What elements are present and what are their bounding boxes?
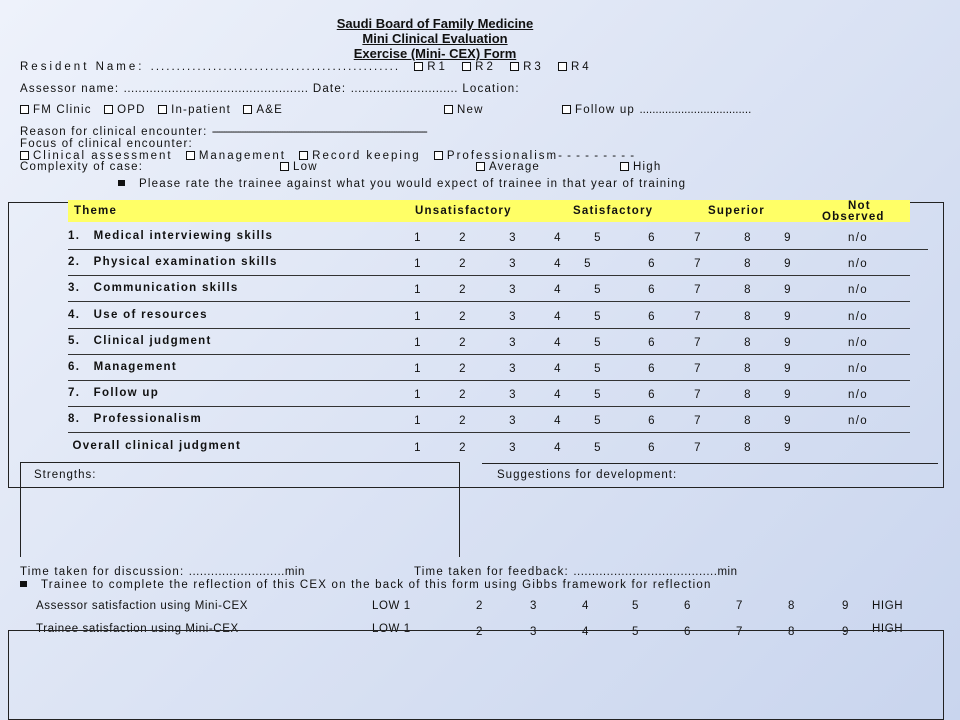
score-option-9[interactable]: 9 bbox=[784, 415, 792, 428]
resident-name-label: Resident Name: bbox=[20, 61, 145, 73]
score-option-6[interactable]: 6 bbox=[648, 258, 656, 271]
score-option-8[interactable]: 8 bbox=[744, 363, 752, 375]
reflection-instruction bbox=[20, 579, 712, 591]
score-option-7[interactable]: 7 bbox=[694, 284, 702, 297]
score-option-4[interactable]: 4 bbox=[554, 232, 562, 244]
satisfaction-low[interactable]: LOW 1 bbox=[372, 600, 411, 612]
satisfaction-score-7[interactable]: 7 bbox=[736, 626, 743, 638]
score-option-4[interactable]: 4 bbox=[554, 389, 562, 402]
level-r1-label: R1 bbox=[427, 61, 448, 73]
satisfaction-low[interactable]: LOW 1 bbox=[372, 623, 411, 635]
score-option-3[interactable]: 3 bbox=[509, 441, 517, 454]
satisfaction-score-4[interactable]: 4 bbox=[582, 626, 589, 638]
resident-name-row bbox=[20, 61, 592, 73]
header-satisfactory: Satisfactory bbox=[573, 205, 654, 217]
time-feedback-label: Time taken for feedback: bbox=[414, 566, 569, 578]
date-label: Date: bbox=[312, 83, 347, 95]
complexity-low-checkbox[interactable] bbox=[280, 162, 289, 171]
management-label: Management bbox=[198, 150, 286, 162]
clinical-assessment-checkbox[interactable] bbox=[20, 151, 29, 160]
management-checkbox[interactable] bbox=[186, 151, 195, 160]
score-option-2[interactable]: 2 bbox=[459, 363, 467, 375]
score-option-7[interactable]: 7 bbox=[694, 441, 702, 454]
score-option-8[interactable]: 8 bbox=[744, 441, 752, 454]
satisfaction-score-7[interactable]: 7 bbox=[736, 600, 743, 612]
score-option-8[interactable]: 8 bbox=[744, 415, 752, 428]
focus-label: Focus of clinical encounter: bbox=[20, 138, 193, 150]
score-option-8[interactable]: 8 bbox=[744, 284, 752, 297]
satisfaction-high[interactable]: HIGH bbox=[872, 600, 904, 612]
score-option-1[interactable]: 1 bbox=[414, 258, 422, 271]
score-option-5[interactable]: 5 bbox=[594, 441, 602, 454]
reason-row bbox=[20, 126, 426, 138]
rating-instruction-text: Please rate the trainee against what you would expect of trainee in that year of training bbox=[139, 178, 687, 190]
reflection-box[interactable] bbox=[8, 630, 944, 720]
time-feedback-row bbox=[414, 566, 737, 578]
level-r3-label: R3 bbox=[523, 61, 544, 73]
score-option-2[interactable]: 2 bbox=[459, 258, 467, 271]
score-option-3[interactable]: 3 bbox=[509, 363, 517, 375]
opd-checkbox[interactable] bbox=[104, 105, 113, 114]
header-unsatisfactory: Unsatisfactory bbox=[415, 205, 512, 217]
location-label: Location: bbox=[462, 83, 520, 95]
row-theme: Overall clinical judgment bbox=[68, 439, 242, 452]
score-option-9[interactable]: 9 bbox=[784, 363, 792, 375]
level-r2-label: R2 bbox=[475, 61, 496, 73]
score-option-7[interactable]: 7 bbox=[694, 336, 702, 349]
assessor-name-field[interactable]: .................................................. bbox=[123, 83, 309, 95]
complexity-low-label: Low bbox=[293, 161, 318, 173]
score-option-3[interactable]: 3 bbox=[509, 415, 517, 428]
score-option-2[interactable]: 2 bbox=[459, 441, 467, 454]
professionalism-checkbox[interactable] bbox=[434, 151, 443, 160]
table-row bbox=[68, 381, 910, 407]
score-option-9[interactable]: 9 bbox=[784, 232, 792, 244]
opd-label: OPD bbox=[117, 104, 146, 116]
complexity-low-group bbox=[272, 161, 318, 173]
fm-clinic-checkbox[interactable] bbox=[20, 105, 29, 114]
header-superior: Superior bbox=[708, 205, 765, 217]
visit-followup-group bbox=[554, 104, 751, 116]
score-option-5[interactable]: 5 bbox=[594, 363, 602, 375]
score-option-5[interactable]: 5 bbox=[594, 310, 602, 323]
satisfaction-score-8[interactable]: 8 bbox=[788, 626, 795, 638]
table-row bbox=[68, 224, 910, 250]
time-discussion-label: Time taken for discussion: bbox=[20, 566, 185, 578]
professionalism-label: Professionalism bbox=[446, 150, 559, 162]
complexity-average-group bbox=[468, 161, 540, 173]
table-row bbox=[68, 355, 910, 381]
not-observed-option[interactable]: n/o bbox=[848, 415, 868, 428]
suggestions-divider bbox=[482, 463, 938, 464]
suggestions-label: Suggestions for development: bbox=[497, 469, 678, 481]
assessor-row bbox=[20, 83, 520, 95]
score-option-9[interactable]: 9 bbox=[784, 258, 792, 271]
score-option-2[interactable]: 2 bbox=[459, 310, 467, 323]
new-visit-label: New bbox=[457, 104, 484, 116]
score-option-6[interactable]: 6 bbox=[648, 310, 656, 323]
complexity-average-checkbox[interactable] bbox=[476, 162, 485, 171]
in-patient-label: In-patient bbox=[171, 104, 232, 116]
not-observed-option[interactable]: n/o bbox=[848, 310, 868, 323]
score-option-4[interactable]: 4 bbox=[554, 310, 562, 323]
assessor-name-label: Assessor name: bbox=[20, 83, 120, 95]
score-option-2[interactable]: 2 bbox=[459, 284, 467, 297]
score-option-5[interactable]: 5 bbox=[594, 284, 602, 297]
score-option-8[interactable]: 8 bbox=[744, 336, 752, 349]
score-option-9[interactable]: 9 bbox=[784, 441, 792, 454]
score-option-1[interactable]: 1 bbox=[414, 389, 422, 402]
reason-field[interactable]: -------------------------------------------------------------------------------------------- bbox=[211, 126, 427, 138]
satisfaction-score-2[interactable]: 2 bbox=[476, 600, 483, 612]
follow-up-visit-checkbox[interactable] bbox=[562, 105, 571, 114]
score-option-9[interactable]: 9 bbox=[784, 389, 792, 402]
score-option-2[interactable]: 2 bbox=[459, 336, 467, 349]
bullet-icon bbox=[118, 180, 125, 186]
time-feedback-field[interactable]: .......................................min bbox=[573, 566, 738, 578]
not-observed-option[interactable]: n/o bbox=[848, 336, 868, 349]
row-theme: 2. Physical examination skills bbox=[68, 256, 278, 269]
score-option-8[interactable]: 8 bbox=[744, 258, 752, 271]
score-option-1[interactable]: 1 bbox=[414, 441, 422, 454]
score-option-2[interactable]: 2 bbox=[459, 232, 467, 244]
resident-name-field[interactable]: ................................................ bbox=[150, 61, 401, 73]
header-not: Not bbox=[848, 200, 871, 212]
not-observed-option[interactable]: n/o bbox=[848, 284, 868, 297]
score-option-6[interactable]: 6 bbox=[648, 284, 656, 297]
level-r2-checkbox[interactable] bbox=[462, 62, 471, 71]
table-row bbox=[68, 250, 910, 276]
satisfaction-score-5[interactable]: 5 bbox=[632, 600, 639, 612]
satisfaction-score-6[interactable]: 6 bbox=[684, 626, 691, 638]
complexity-high-label: High bbox=[633, 161, 662, 173]
time-discussion-field[interactable]: ..........................min bbox=[188, 566, 305, 578]
score-option-3[interactable]: 3 bbox=[509, 310, 517, 323]
fm-clinic-label: FM Clinic bbox=[33, 104, 92, 116]
strengths-label: Strengths: bbox=[34, 469, 97, 481]
score-option-7[interactable]: 7 bbox=[694, 310, 702, 323]
score-option-1[interactable]: 1 bbox=[414, 415, 422, 428]
score-option-4[interactable]: 4 bbox=[554, 363, 562, 375]
satisfaction-score-2[interactable]: 2 bbox=[476, 626, 483, 638]
score-option-1[interactable]: 1 bbox=[414, 284, 422, 297]
score-option-9[interactable]: 9 bbox=[784, 336, 792, 349]
score-option-8[interactable]: 8 bbox=[744, 310, 752, 323]
row-theme: 7. Follow up bbox=[68, 387, 160, 400]
score-option-5[interactable]: 5 bbox=[584, 258, 592, 271]
score-option-6[interactable]: 6 bbox=[648, 415, 656, 428]
score-option-1[interactable]: 1 bbox=[414, 363, 422, 375]
score-option-9[interactable]: 9 bbox=[784, 284, 792, 297]
record-keeping-label: Record keeping bbox=[312, 150, 421, 162]
score-option-1[interactable]: 1 bbox=[414, 232, 422, 244]
satisfaction-score-8[interactable]: 8 bbox=[788, 600, 795, 612]
score-option-4[interactable]: 4 bbox=[554, 415, 562, 428]
in-patient-checkbox[interactable] bbox=[158, 105, 167, 114]
score-option-4[interactable]: 4 bbox=[554, 441, 562, 454]
record-keeping-checkbox[interactable] bbox=[299, 151, 308, 160]
date-field[interactable]: ............................. bbox=[350, 83, 458, 95]
header-observed: Observed bbox=[822, 211, 885, 223]
focus-dash-line: - - - - - - - - - bbox=[558, 150, 636, 162]
satisfaction-score-6[interactable]: 6 bbox=[684, 600, 691, 612]
row-theme: 8. Professionalism bbox=[68, 413, 203, 426]
row-theme: 4. Use of resources bbox=[68, 308, 208, 321]
score-option-6[interactable]: 6 bbox=[648, 441, 656, 454]
header-theme: Theme bbox=[74, 205, 118, 217]
complexity-high-checkbox[interactable] bbox=[620, 162, 629, 171]
table-row bbox=[68, 276, 910, 302]
satisfaction-score-4[interactable]: 4 bbox=[582, 600, 589, 612]
satisfaction-score-3[interactable]: 3 bbox=[530, 600, 537, 612]
score-option-1[interactable]: 1 bbox=[414, 310, 422, 323]
satisfaction-score-5[interactable]: 5 bbox=[632, 626, 639, 638]
table-row bbox=[68, 303, 910, 329]
follow-up-field[interactable]: ................................... bbox=[639, 104, 752, 116]
follow-up-visit-label: Follow up bbox=[575, 104, 636, 116]
satisfaction-high[interactable]: HIGH bbox=[872, 623, 904, 635]
score-option-2[interactable]: 2 bbox=[459, 389, 467, 402]
not-observed-option[interactable]: n/o bbox=[848, 232, 868, 244]
score-option-6[interactable]: 6 bbox=[648, 232, 656, 244]
setting-row bbox=[20, 104, 283, 116]
score-option-1[interactable]: 1 bbox=[414, 336, 422, 349]
bullet-icon bbox=[20, 581, 27, 587]
score-option-4[interactable]: 4 bbox=[554, 284, 562, 297]
new-visit-checkbox[interactable] bbox=[444, 105, 453, 114]
score-option-3[interactable]: 3 bbox=[509, 258, 517, 271]
score-option-5[interactable]: 5 bbox=[594, 232, 602, 244]
score-option-5[interactable]: 5 bbox=[594, 336, 602, 349]
satisfaction-score-9[interactable]: 9 bbox=[842, 626, 849, 638]
score-option-7[interactable]: 7 bbox=[694, 232, 702, 244]
score-option-4[interactable]: 4 bbox=[554, 336, 562, 349]
ae-label: A&E bbox=[256, 104, 284, 116]
table-row bbox=[68, 407, 910, 433]
score-option-4[interactable]: 4 bbox=[554, 258, 562, 271]
form-title-line-1: Saudi Board of Family Medicine bbox=[336, 16, 534, 31]
complexity-average-label: Average bbox=[489, 161, 541, 173]
score-option-9[interactable]: 9 bbox=[784, 310, 792, 323]
score-option-6[interactable]: 6 bbox=[648, 363, 656, 375]
score-option-7[interactable]: 7 bbox=[694, 363, 702, 375]
table-row bbox=[68, 329, 910, 355]
score-option-8[interactable]: 8 bbox=[744, 389, 752, 402]
clinical-assessment-label: Clinical assessment bbox=[33, 150, 173, 162]
reflection-instruction-text: Trainee to complete the reflection of this CEX on the back of this form using Gibbs framework for reflection bbox=[41, 579, 712, 591]
score-option-3[interactable]: 3 bbox=[509, 389, 517, 402]
level-r1-checkbox[interactable] bbox=[414, 62, 423, 71]
rating-table-header bbox=[68, 200, 910, 222]
not-observed-option[interactable]: n/o bbox=[848, 389, 868, 402]
form-title-line-2: Mini Clinical Evaluation bbox=[362, 31, 508, 46]
satisfaction-label: Assessor satisfaction using Mini-CEX bbox=[36, 600, 249, 612]
score-option-7[interactable]: 7 bbox=[694, 415, 702, 428]
score-option-3[interactable]: 3 bbox=[509, 284, 517, 297]
level-r4-label: R4 bbox=[570, 61, 592, 73]
row-theme: 3. Communication skills bbox=[68, 282, 239, 295]
score-option-2[interactable]: 2 bbox=[459, 415, 467, 428]
row-theme: 5. Clinical judgment bbox=[68, 334, 212, 347]
table-row bbox=[68, 434, 910, 460]
time-discussion-row bbox=[20, 566, 305, 578]
form-title-line-3: Exercise (Mini- CEX) Form bbox=[353, 46, 517, 61]
visit-new-group bbox=[436, 104, 484, 116]
score-option-8[interactable]: 8 bbox=[744, 232, 752, 244]
rating-instruction bbox=[118, 178, 686, 190]
complexity-high-group bbox=[612, 161, 661, 173]
satisfaction-score-9[interactable]: 9 bbox=[842, 600, 849, 612]
score-option-5[interactable]: 5 bbox=[594, 389, 602, 402]
not-observed-option[interactable]: n/o bbox=[848, 363, 868, 375]
row-theme: 6. Management bbox=[68, 361, 177, 373]
score-option-5[interactable]: 5 bbox=[594, 415, 602, 428]
level-r4-checkbox[interactable] bbox=[558, 62, 567, 71]
not-observed-option[interactable]: n/o bbox=[848, 258, 868, 271]
level-r3-checkbox[interactable] bbox=[510, 62, 519, 71]
ae-checkbox[interactable] bbox=[243, 105, 252, 114]
satisfaction-label: Trainee satisfaction using Mini-CEX bbox=[36, 623, 239, 635]
row-theme: 1. Medical interviewing skills bbox=[68, 230, 274, 242]
score-option-3[interactable]: 3 bbox=[509, 336, 517, 349]
score-option-6[interactable]: 6 bbox=[648, 389, 656, 402]
score-option-7[interactable]: 7 bbox=[694, 389, 702, 402]
score-option-7[interactable]: 7 bbox=[694, 258, 702, 271]
score-option-6[interactable]: 6 bbox=[648, 336, 656, 349]
complexity-label: Complexity of case: bbox=[20, 161, 144, 173]
reason-label: Reason for clinical encounter: bbox=[20, 126, 208, 138]
score-option-3[interactable]: 3 bbox=[509, 232, 517, 244]
satisfaction-score-3[interactable]: 3 bbox=[530, 626, 537, 638]
